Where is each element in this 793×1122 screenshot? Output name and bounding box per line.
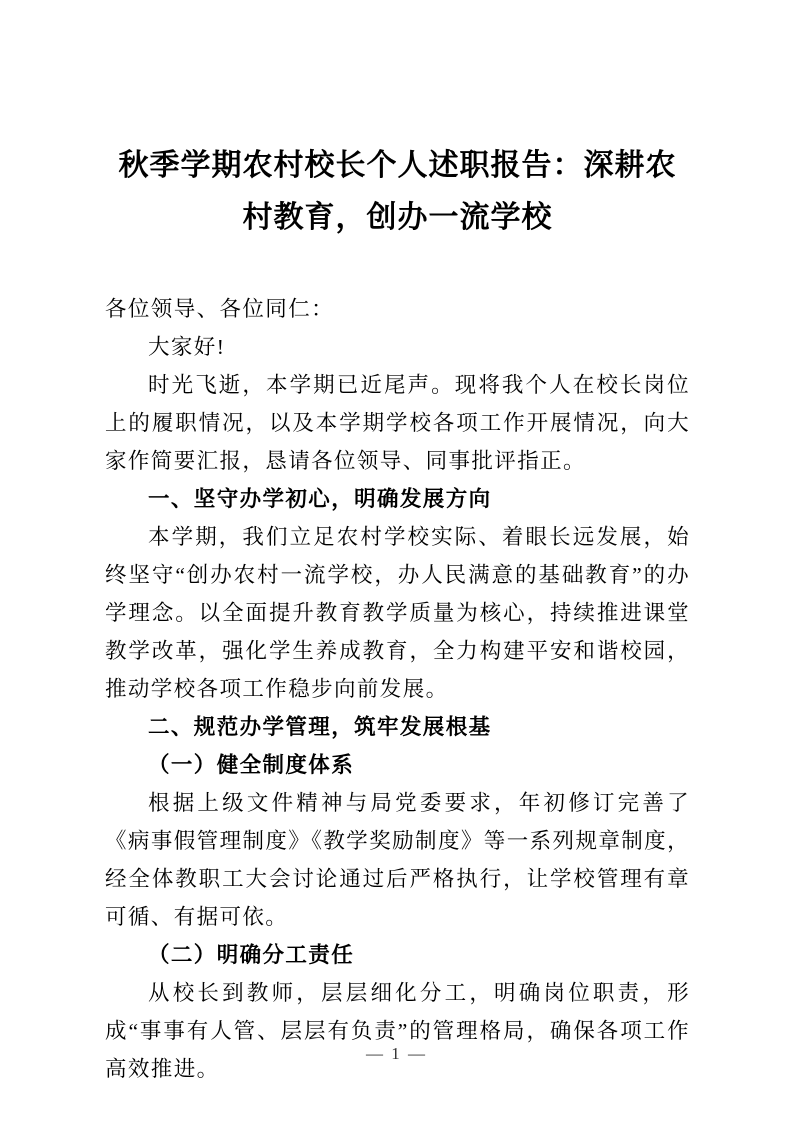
salutation-line: 各位领导、各位同仁： <box>105 297 335 321</box>
section-1-paragraph: 本学期，我们立足农村学校实际、着眼长远发展，始终坚守“创办农村一流学校，办人民满意的基础教育”的办学理念。以全面提升教育教学质量为核心，持续推进课堂教学改革，强化学生养成教育，全力构建平安和谐校园，推动学校各项工作稳步向前发展。 <box>105 525 690 701</box>
page-number: — 1 — <box>366 1044 427 1063</box>
subsection-2-2-paragraph: 从校长到教师，层层细化分工，明确岗位职责，形成“事事有人管、层层有负责”的管理格局，确保各项工作高效推进。 <box>105 981 690 1081</box>
intro-paragraph: 时光飞逝，本学期已近尾声。现将我个人在校长岗位上的履职情况，以及本学期学校各项工作开展情况，向大家作简要汇报，恳请各位领导、同事批评指正。 <box>105 373 690 473</box>
subsection-heading-2-1: （一）健全制度体系 <box>148 753 355 777</box>
greeting-paragraph: 大家好! <box>148 335 226 359</box>
subsection-heading-2-2: （二）明确分工责任 <box>148 943 355 967</box>
section-heading-1: 一、坚守办学初心，明确发展方向 <box>148 487 492 511</box>
document-body <box>105 290 690 1088</box>
section-heading-2: 二、规范办学管理，筑牢发展根基 <box>148 715 492 739</box>
subsection-2-1-paragraph: 根据上级文件精神与局党委要求，年初修订完善了《病事假管理制度》《教学奖励制度》等一系列规章制度，经全体教职工大会讨论通过后严格执行，让学校管理有章可循、有据可依。 <box>105 791 690 929</box>
document-title: 秋季学期农村校长个人述职报告：深耕农村教育，创办一流学校 <box>118 149 677 234</box>
